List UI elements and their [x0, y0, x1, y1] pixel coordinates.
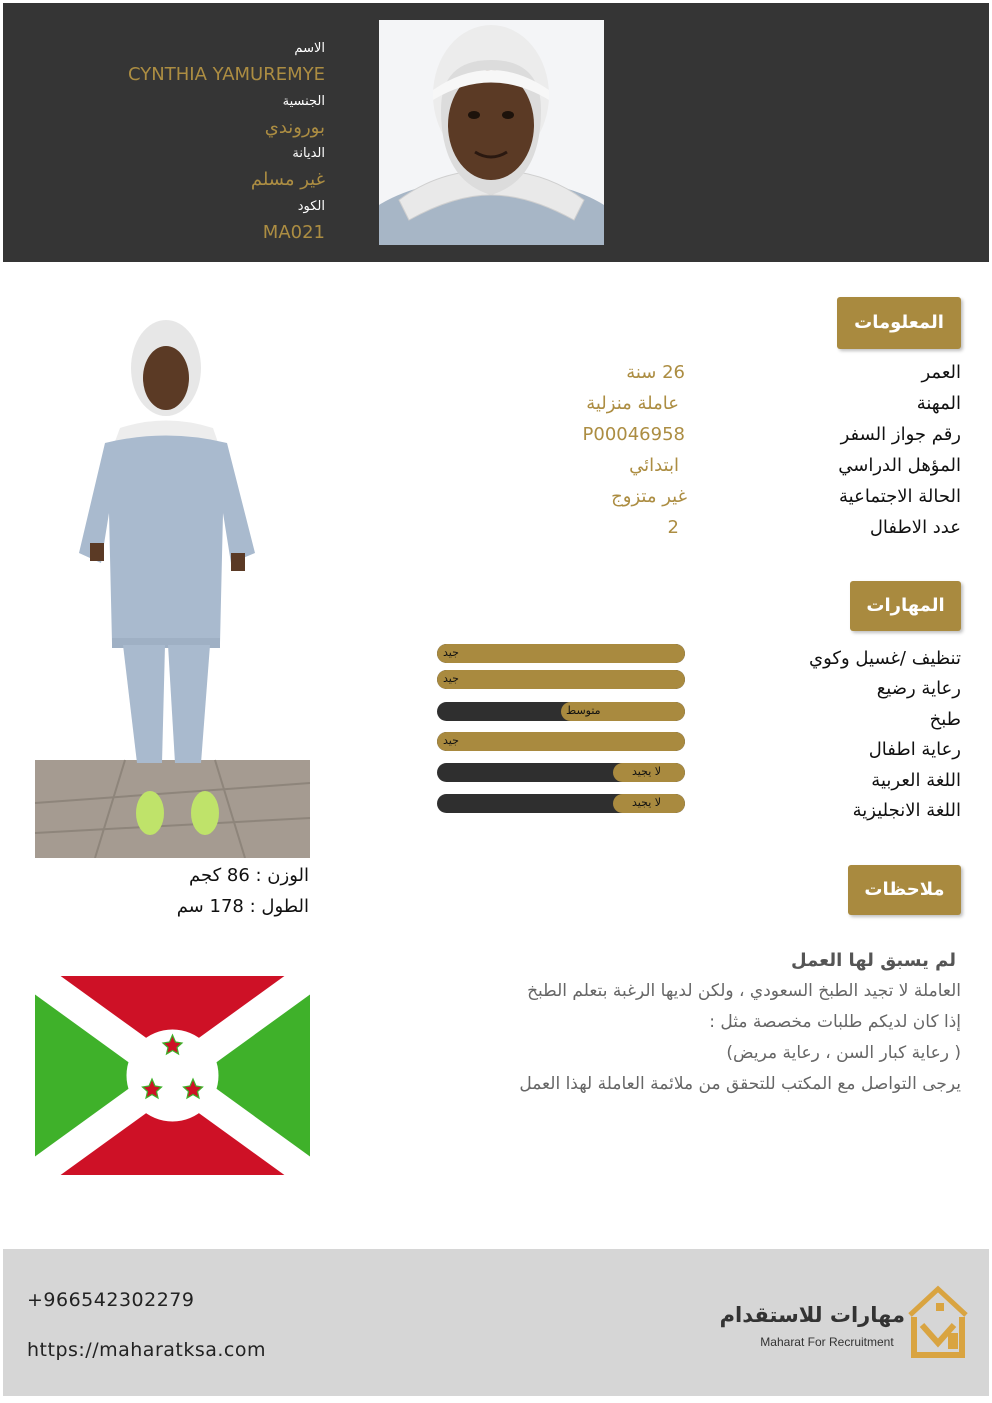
- notes-line: يرجى التواصل مع المكتب للتحقق من ملائمة العاملة لهذا العمل: [519, 1074, 961, 1094]
- skill-bar: [437, 794, 685, 813]
- height-text: الطول : 178 سم: [176, 896, 309, 917]
- company-logo: [719, 1285, 969, 1361]
- info-label: الحالة الاجتماعية: [839, 486, 961, 507]
- name-value: CYNTHIA YAMUREMYE: [128, 64, 325, 85]
- nationality-label: الجنسية: [282, 94, 325, 109]
- skill-level-text: جيد: [443, 646, 459, 659]
- logo-english-text: Maharat For Recruitment: [760, 1335, 894, 1349]
- skill-label: طبخ: [929, 709, 961, 730]
- skill-bar-fill: [437, 670, 685, 689]
- skill-bar: [437, 732, 685, 751]
- info-value: غير متزوج: [611, 486, 687, 507]
- info-value: P00046958: [582, 424, 685, 445]
- footer: [3, 1249, 989, 1396]
- code-label: الكود: [297, 199, 325, 214]
- skill-bar: [437, 763, 685, 782]
- logo-arabic-text: مهارات للاستقدام: [719, 1303, 905, 1327]
- info-label: المؤهل الدراسي: [838, 455, 961, 476]
- phone-number[interactable]: +966542302279: [27, 1289, 195, 1311]
- code-value: MA021: [262, 222, 325, 243]
- info-value: عاملة منزلية: [586, 393, 679, 414]
- skill-bar: [437, 644, 685, 663]
- info-label: رقم جواز السفر: [840, 424, 961, 445]
- skill-level-text: لا يجيد: [632, 765, 662, 778]
- headshot-photo: [379, 20, 604, 245]
- info-label: المهنة: [916, 393, 961, 414]
- skills-section-title: المهارات: [850, 581, 961, 631]
- skill-level-text: جيد: [443, 672, 459, 685]
- religion-value: غير مسلم: [250, 169, 325, 190]
- skill-label: اللغة الانجليزية: [852, 800, 961, 821]
- skill-bar: [437, 702, 685, 721]
- full-body-photo: [35, 313, 310, 858]
- website-link[interactable]: https://maharatksa.com: [27, 1339, 267, 1361]
- burundi-flag: [35, 976, 310, 1175]
- nationality-value: بوروندي: [264, 117, 325, 138]
- religion-label: الديانة: [292, 146, 325, 161]
- weight-text: الوزن : 86 كجم: [189, 865, 309, 886]
- skill-level-text: متوسط: [566, 704, 601, 717]
- info-value: ابتدائي: [629, 455, 679, 476]
- name-label: الاسم: [294, 41, 325, 56]
- info-value: 2: [667, 517, 679, 538]
- skill-bar-fill: [437, 732, 685, 751]
- skill-bar-fill: [437, 644, 685, 663]
- house-logo-icon: [908, 1285, 968, 1359]
- info-label: عدد الاطفال: [869, 517, 961, 538]
- notes-heading: لم يسبق لها العمل: [791, 950, 956, 971]
- skill-level-text: لا يجيد: [632, 796, 662, 809]
- info-value: 26 سنة: [626, 362, 685, 383]
- notes-line: إذا كان لديكم طلبات مخصصة مثل :: [709, 1012, 961, 1032]
- skill-label: رعاية اطفال: [868, 739, 961, 760]
- skill-bar: [437, 670, 685, 689]
- notes-section-title: ملاحظات: [848, 865, 961, 915]
- skill-label: رعاية رضيع: [876, 678, 961, 699]
- notes-line: ( رعاية كبار السن ، رعاية مريض): [726, 1043, 961, 1063]
- notes-line: العاملة لا تجيد الطبخ السعودي ، ولكن لديها الرغبة بتعلم الطبخ: [527, 981, 961, 1001]
- info-label: العمر: [921, 362, 961, 383]
- skill-level-text: جيد: [443, 734, 459, 747]
- info-section-title: المعلومات: [837, 297, 961, 349]
- skill-label: اللغة العربية: [871, 770, 961, 791]
- skill-label: تنظيف /غسيل وكوي: [809, 648, 961, 669]
